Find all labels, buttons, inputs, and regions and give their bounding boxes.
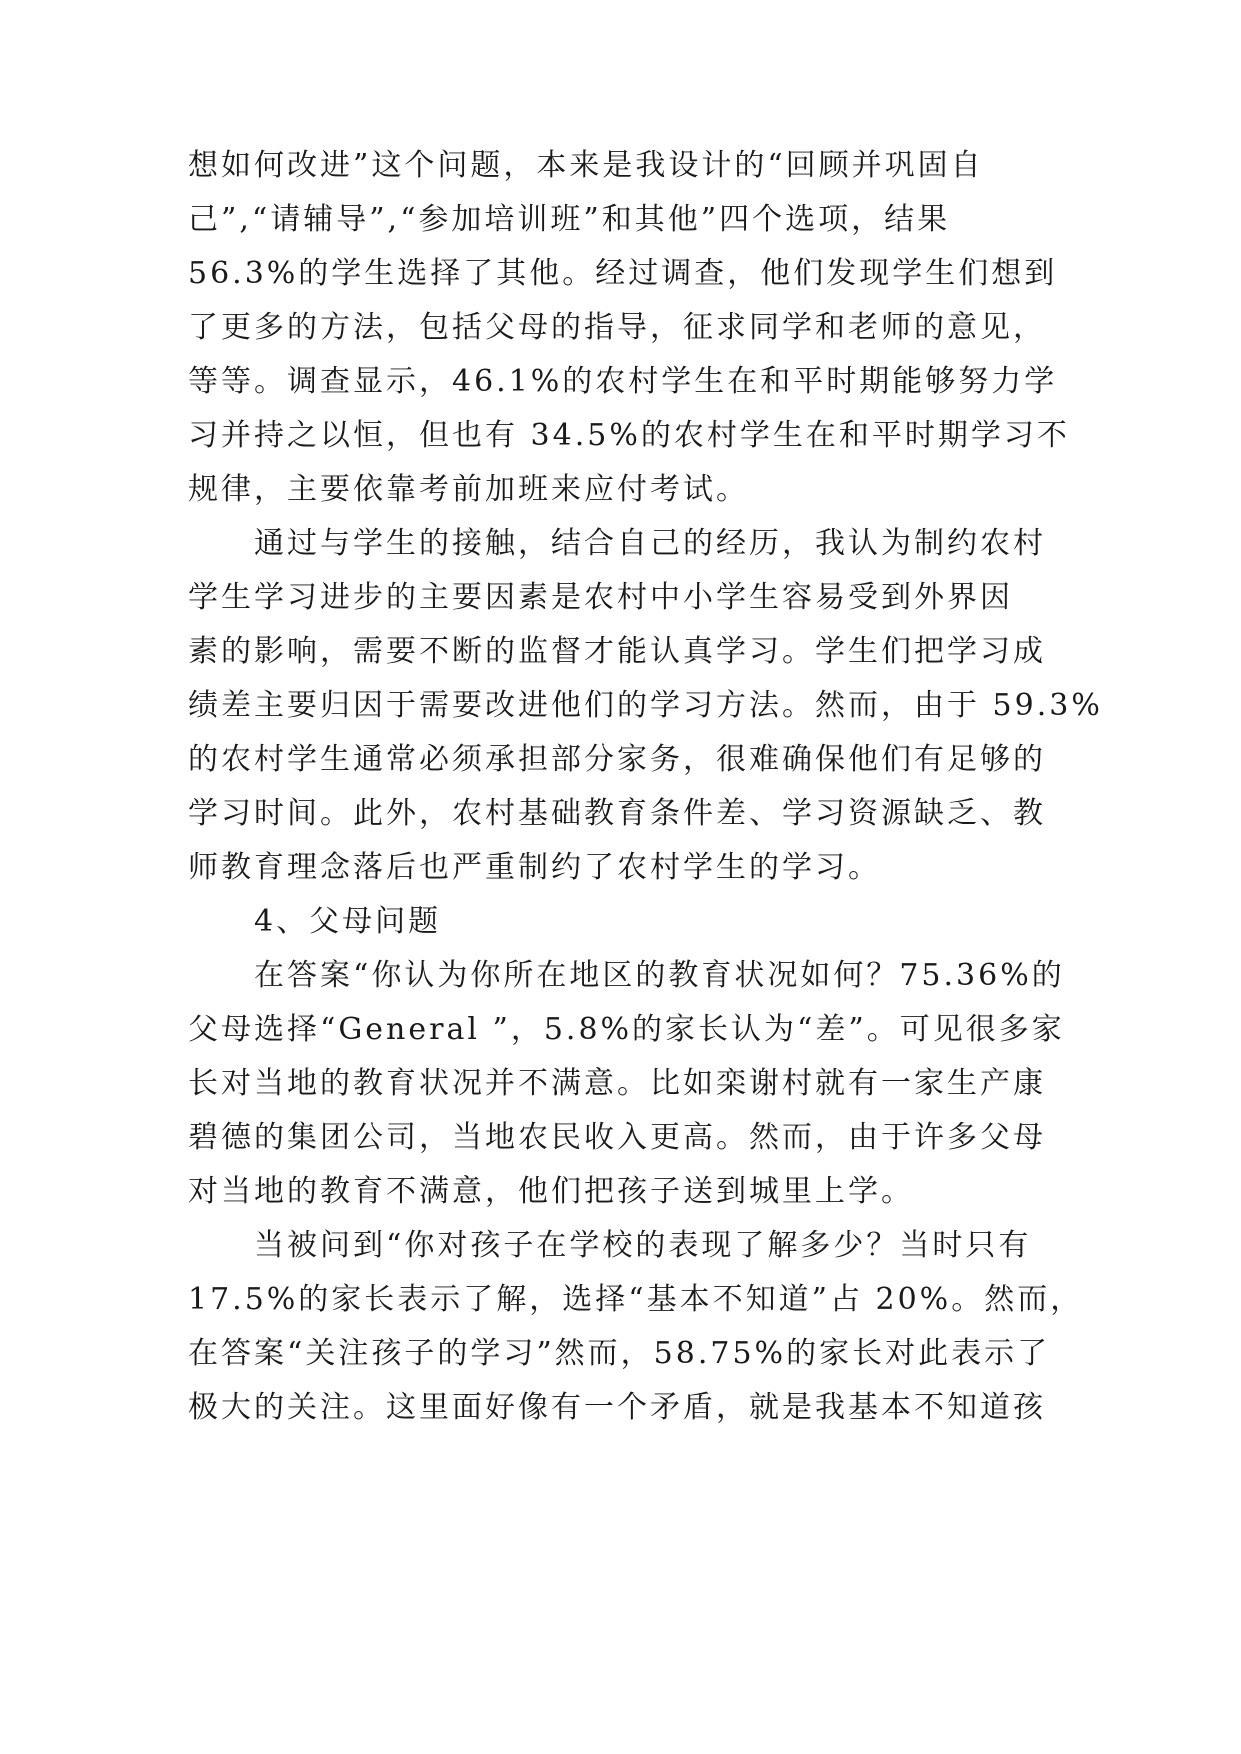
text-line: 56.3%的学生选择了其他。经过调查，他们发现学生们想到 — [188, 256, 1058, 291]
text-line: 在答案“关注孩子的学习”然而，58.75%的家长对此表示了 — [188, 1336, 1051, 1371]
text-line: 17.5%的家长表示了解，选择“基本不知道”占 20%。然而， — [188, 1282, 1084, 1317]
text-line: 学习时间。此外，农村基础教育条件差、学习资源缺乏、教 — [188, 796, 1046, 831]
text-line: 极大的关注。这里面好像有一个矛盾，就是我基本不知道孩 — [188, 1390, 1046, 1425]
text-line: 通过与学生的接触，结合自己的经历，我认为制约农村 — [254, 526, 1046, 561]
text-line: 习并持之以恒，但也有 34.5%的农村学生在和平时期学习不 — [188, 418, 1070, 453]
text-line: 师教育理念落后也严重制约了农村学生的学习。 — [188, 850, 881, 885]
text-line: 等等。调查显示，46.1%的农村学生在和平时期能够努力学 — [188, 364, 1058, 399]
text-line: 的农村学生通常必须承担部分家务，很难确保他们有足够的 — [188, 742, 1046, 777]
text-line: 在答案“你认为你所在地区的教育状况如何？75.36%的 — [254, 958, 1065, 993]
text-line: 对当地的教育不满意，他们把孩子送到城里上学。 — [188, 1174, 914, 1209]
text-line: 规律，主要依靠考前加班来应付考试。 — [188, 472, 749, 507]
text-line: 父母选择“General ”，5.8%的家长认为“差”。可见很多家 — [188, 1012, 1065, 1047]
text-line: 当被问到“你对孩子在学校的表现了解多少？当时只有 — [254, 1228, 1032, 1263]
text-line: 素的影响，需要不断的监督才能认真学习。学生们把学习成 — [188, 634, 1046, 669]
text-line: 学生学习进步的主要因素是农村中小学生容易受到外界因 — [188, 580, 1013, 615]
section-heading: 4、父母问题 — [254, 904, 442, 939]
text-line: 长对当地的教育状况并不满意。比如栾谢村就有一家生产康 — [188, 1066, 1046, 1101]
text-line: 己”,“请辅导”,“参加培训班”和其他”四个选项，结果 — [188, 202, 951, 237]
text-line: 想如何改进”这个问题，本来是我设计的“回顾并巩固自 — [188, 148, 984, 183]
text-line: 了更多的方法，包括父母的指导，征求同学和老师的意见， — [188, 310, 1046, 345]
text-line: 绩差主要归因于需要改进他们的学习方法。然而，由于 59.3% — [188, 688, 1103, 723]
text-line: 碧德的集团公司，当地农民收入更高。然而，由于许多父母 — [188, 1120, 1046, 1155]
